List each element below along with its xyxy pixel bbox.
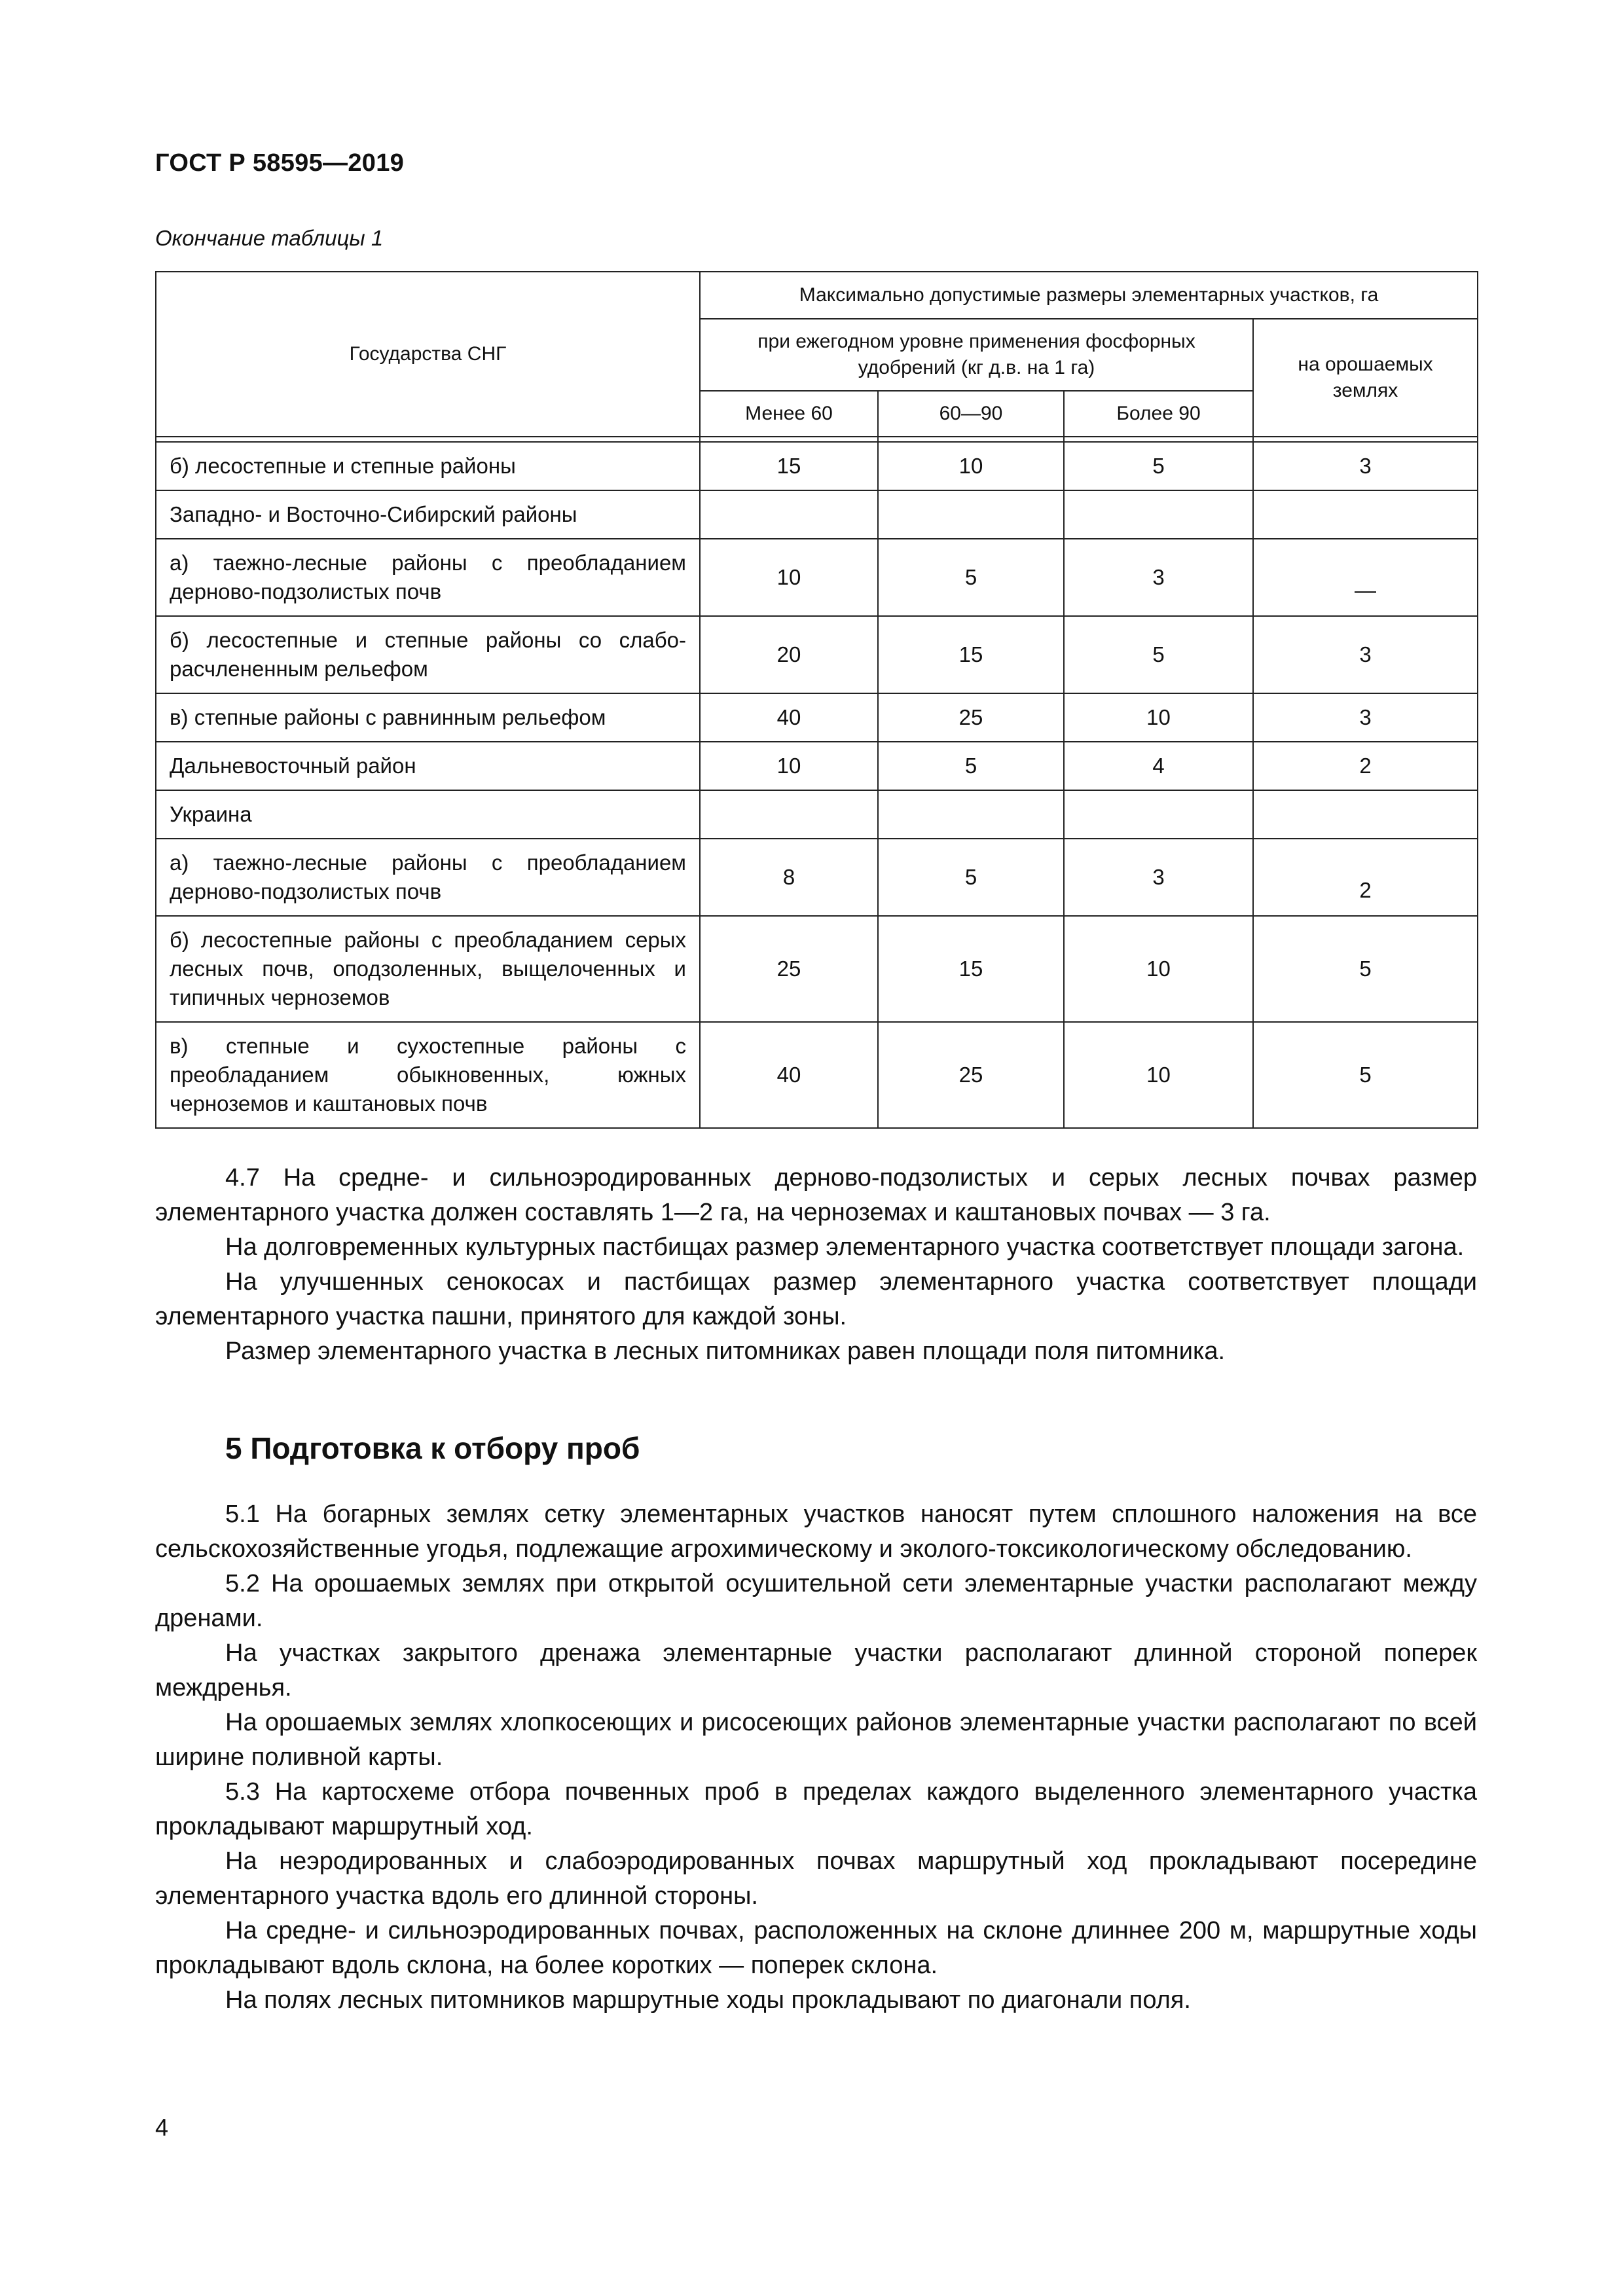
- paragraph: На полях лесных питомников маршрутные ходы прокладывают по диагонали поля.: [225, 1986, 1191, 2014]
- cell-60-90: 5: [878, 839, 1064, 916]
- table-row: [156, 1022, 1478, 1128]
- cell-irrigated: [1253, 490, 1478, 539]
- table-row: [156, 742, 1478, 790]
- cell-more-90: 5: [1064, 442, 1253, 490]
- cell-more-90: 10: [1064, 916, 1253, 1022]
- table-row: [156, 442, 1478, 490]
- cell-more-90: 3: [1064, 539, 1253, 616]
- cell-60-90: 5: [878, 742, 1064, 790]
- cell-irrigated: —: [1253, 539, 1478, 616]
- section-5-body: [155, 1497, 1477, 2018]
- cell-less-60: 25: [700, 916, 878, 1022]
- cell-more-90: 5: [1064, 616, 1253, 693]
- paragraph: На средне- и сильноэродированных почвах, расположенных на склоне длиннее 200 м, маршрутные ходы прокладывают вдоль склона, на более коротких — поперек склона.: [155, 1917, 1477, 1979]
- row-name: б) лесостепные и степные районы со слабо-расчлененным рельефом: [156, 616, 700, 693]
- header-states: Государства СНГ: [156, 272, 700, 437]
- section-5-title: 5 Подготовка к отбору проб: [225, 1431, 640, 1465]
- paragraph: На орошаемых землях хлопкосеющих и рисосеющих районов элементарные участки располагают по всей ширине поливной карты.: [155, 1709, 1477, 1771]
- row-name: Западно- и Восточно-Сибирский районы: [156, 490, 700, 539]
- cell-60-90: 25: [878, 693, 1064, 742]
- cell-less-60: 40: [700, 693, 878, 742]
- cell-60-90: 10: [878, 442, 1064, 490]
- cell-more-90: 3: [1064, 839, 1253, 916]
- row-name: в) степные и сухостепные районы с преобладанием обыкновенных, южных черноземов и каштановых почв: [156, 1022, 700, 1128]
- header-less-60: Менее 60: [700, 391, 878, 437]
- header-separator: [156, 437, 1478, 442]
- paragraph: На неэродированных и слабоэродированных почвах маршрутный ход прокладывают посередине элементарного участка вдоль его длинной стороны.: [155, 1848, 1477, 1910]
- header-60-90: 60—90: [878, 391, 1064, 437]
- cell-60-90: 25: [878, 1022, 1064, 1128]
- cell-less-60: 40: [700, 1022, 878, 1128]
- row-name: в) степные районы с равнинным рельефом: [156, 693, 700, 742]
- table-row: [156, 790, 1478, 839]
- row-name: Дальневосточный район: [156, 742, 700, 790]
- row-name: б) лесостепные районы с преобладанием серых лесных почв, оподзоленных, выщелоченных и типичных черноземов: [156, 916, 700, 1022]
- paragraph: Размер элементарного участка в лесных питомниках равен площади поля питомника.: [225, 1338, 1226, 1365]
- cell-more-90: 10: [1064, 1022, 1253, 1128]
- data-table: [155, 271, 1478, 1129]
- cell-less-60: [700, 490, 878, 539]
- cell-irrigated: 5: [1253, 1022, 1478, 1128]
- cell-60-90: 5: [878, 539, 1064, 616]
- paragraph: 5.1 На богарных землях сетку элементарных участков наносят путем сплошного наложения на все сельскохозяйственные угодья, подлежащие агрохимическому и эколого-токсикологическому обследованию.: [155, 1501, 1477, 1563]
- cell-irrigated: 3: [1253, 693, 1478, 742]
- cell-more-90: 4: [1064, 742, 1253, 790]
- cell-more-90: 10: [1064, 693, 1253, 742]
- header-more-90: Более 90: [1064, 391, 1253, 437]
- row-name: а) таежно-лесные районы с преобладанием дерново-подзолистых почв: [156, 839, 700, 916]
- cell-60-90: [878, 490, 1064, 539]
- cell-irrigated: 2: [1253, 839, 1478, 916]
- table-row: [156, 490, 1478, 539]
- paragraph: 4.7 На средне- и сильноэродированных дерново-подзолистых и серых лесных почвах размер элементарного участка должен составлять 1—2 га, на черноземах и каштановых почвах — 3 га.: [155, 1164, 1477, 1226]
- cell-less-60: 10: [700, 539, 878, 616]
- table-row: [156, 539, 1478, 616]
- cell-more-90: [1064, 790, 1253, 839]
- table-row: [156, 916, 1478, 1022]
- table-row: [156, 616, 1478, 693]
- cell-irrigated: 5: [1253, 916, 1478, 1022]
- cell-irrigated: [1253, 790, 1478, 839]
- cell-less-60: 15: [700, 442, 878, 490]
- cell-more-90: [1064, 490, 1253, 539]
- cell-60-90: [878, 790, 1064, 839]
- cell-less-60: 20: [700, 616, 878, 693]
- cell-irrigated: 3: [1253, 442, 1478, 490]
- table-row: [156, 839, 1478, 916]
- cell-irrigated: 3: [1253, 616, 1478, 693]
- paragraph: 5.3 На картосхеме отбора почвенных проб в пределах каждого выделенного элементарного участка прокладывают маршрутный ход.: [155, 1778, 1477, 1840]
- cell-60-90: 15: [878, 616, 1064, 693]
- document-code: ГОСТ Р 58595—2019: [155, 149, 405, 177]
- row-name: б) лесостепные и степные районы: [156, 442, 700, 490]
- header-annual-level: при ежегодном уровне применения фосфорных удобрений (кг д.в. на 1 га): [700, 319, 1253, 391]
- row-name: а) таежно-лесные районы с преобладанием дерново-подзолистых почв: [156, 539, 700, 616]
- page-number: 4: [155, 2114, 169, 2141]
- table-row: [156, 693, 1478, 742]
- header-irrigated: на орошаемых землях: [1253, 319, 1478, 437]
- cell-irrigated: 2: [1253, 742, 1478, 790]
- cell-less-60: 10: [700, 742, 878, 790]
- header-max-sizes: Максимально допустимые размеры элементарных участков, га: [700, 272, 1478, 319]
- paragraph: На долговременных культурных пастбищах размер элементарного участка соответствует площади загона.: [225, 1233, 1465, 1261]
- cell-less-60: 8: [700, 839, 878, 916]
- paragraph: На участках закрытого дренажа элементарные участки располагают длинной стороной поперек междренья.: [155, 1639, 1477, 1702]
- paragraph: На улучшенных сенокосах и пастбищах размер элементарного участка соответствует площади элементарного участка пашни, принятого для каждой зоны.: [155, 1268, 1477, 1330]
- paragraph: 5.2 На орошаемых землях при открытой осушительной сети элементарные участки располагают между дренами.: [155, 1570, 1477, 1632]
- table-caption: Окончание таблицы 1: [155, 226, 384, 250]
- cell-60-90: 15: [878, 916, 1064, 1022]
- row-name: Украина: [156, 790, 700, 839]
- section-4-7: [155, 1161, 1477, 1369]
- cell-less-60: [700, 790, 878, 839]
